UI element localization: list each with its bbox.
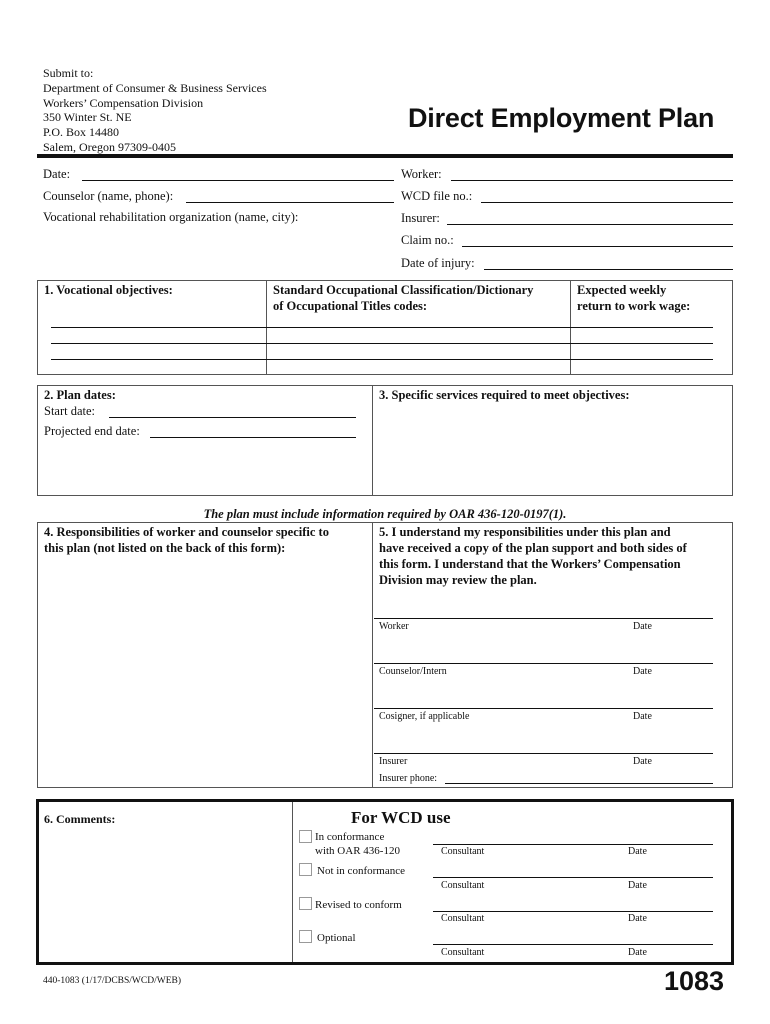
wcd-file-label: WCD file no.: bbox=[401, 189, 473, 203]
consultant-line-1[interactable] bbox=[433, 844, 713, 845]
date-label: Date bbox=[628, 913, 647, 924]
end-date-field[interactable] bbox=[150, 437, 356, 438]
date-label: Date: bbox=[43, 167, 71, 181]
wcd-use-heading: For WCD use bbox=[351, 808, 451, 827]
insurer-label: Insurer: bbox=[401, 211, 440, 225]
address-line: Workers’ Compensation Division bbox=[43, 95, 204, 110]
understand-line1: 5. I understand my responsibilities under this plan and bbox=[379, 525, 671, 539]
optional-label: Optional bbox=[317, 932, 356, 944]
column-divider bbox=[372, 522, 373, 788]
worker-signature-line[interactable] bbox=[374, 618, 713, 619]
comments-heading: 6. Comments: bbox=[44, 812, 116, 826]
revised-to-conform-checkbox[interactable] bbox=[299, 897, 312, 910]
cosigner-signature-label: Cosigner, if applicable bbox=[379, 711, 470, 722]
address-line: Department of Consumer & Business Services bbox=[43, 80, 267, 95]
objective-row-2[interactable] bbox=[51, 343, 713, 344]
vocational-objectives-heading: 1. Vocational objectives: bbox=[44, 283, 173, 297]
not-in-conformance-checkbox[interactable] bbox=[299, 863, 312, 876]
in-conformance-checkbox[interactable] bbox=[299, 830, 312, 843]
consultant-label: Consultant bbox=[441, 846, 485, 857]
understand-line3: this form. I understand that the Workers’ Compensation bbox=[379, 557, 681, 571]
worker-label: Worker: bbox=[401, 167, 442, 181]
address-line: 350 Winter St. NE bbox=[43, 110, 132, 125]
insurer-signature-label: Insurer bbox=[379, 756, 408, 767]
insurer-signature-line[interactable] bbox=[374, 753, 713, 754]
address-line: Submit to: bbox=[43, 66, 94, 80]
consultant-line-4[interactable] bbox=[433, 944, 713, 945]
services-heading: 3. Specific services required to meet objectives: bbox=[379, 388, 630, 402]
insurer-phone-field[interactable] bbox=[445, 783, 713, 784]
counselor-signature-label: Counselor/Intern bbox=[379, 666, 447, 677]
counselor-field[interactable] bbox=[186, 202, 394, 203]
date-label: Date bbox=[633, 756, 652, 767]
page-title: Direct Employment Plan bbox=[408, 103, 715, 133]
claim-field[interactable] bbox=[462, 246, 733, 247]
plan-dates-heading: 2. Plan dates: bbox=[44, 388, 116, 402]
consultant-label: Consultant bbox=[441, 913, 485, 924]
form-number: 1083 bbox=[664, 966, 725, 996]
oar-note: The plan must include information required by OAR 436-120-0197(1). bbox=[203, 507, 567, 521]
date-label: Date bbox=[628, 846, 647, 857]
consultant-line-2[interactable] bbox=[433, 877, 713, 878]
understand-line2: have received a copy of the plan support and both sides of bbox=[379, 541, 687, 555]
in-conformance-label: In conformance bbox=[315, 831, 385, 843]
counselor-label: Counselor (name, phone): bbox=[43, 189, 174, 203]
consultant-line-3[interactable] bbox=[433, 911, 713, 912]
wage-heading-line1: Expected weekly bbox=[577, 283, 667, 297]
date-label: Date bbox=[633, 621, 652, 632]
insurer-phone-label: Insurer phone: bbox=[379, 773, 438, 784]
not-in-conformance-label: Not in conformance bbox=[317, 865, 405, 877]
soc-heading-line2: of Occupational Titles codes: bbox=[273, 299, 428, 313]
revised-to-conform-label: Revised to conform bbox=[315, 899, 402, 911]
insurer-field[interactable] bbox=[447, 224, 733, 225]
column-divider bbox=[372, 385, 373, 496]
date-label: Date bbox=[633, 666, 652, 677]
responsibilities-heading-line2: this plan (not listed on the back of this form): bbox=[44, 541, 286, 555]
in-conformance-label-2: with OAR 436-120 bbox=[315, 845, 400, 857]
vro-label: Vocational rehabilitation organization (name, city): bbox=[43, 210, 299, 224]
address-line: Salem, Oregon 97309-0405 bbox=[43, 139, 176, 154]
form-id: 440-1083 (1/17/DCBS/WCD/WEB) bbox=[43, 976, 182, 986]
address-line: P.O. Box 14480 bbox=[43, 125, 120, 140]
responsibilities-heading-line1: 4. Responsibilities of worker and counselor specific to bbox=[44, 525, 329, 539]
worker-field[interactable] bbox=[451, 180, 733, 181]
date-field[interactable] bbox=[82, 180, 394, 181]
soc-heading-line1: Standard Occupational Classification/Dictionary bbox=[273, 283, 534, 297]
objective-row-3[interactable] bbox=[51, 359, 713, 360]
optional-checkbox[interactable] bbox=[299, 930, 312, 943]
column-divider bbox=[292, 802, 293, 962]
objective-row-1[interactable] bbox=[51, 327, 713, 328]
header-divider bbox=[37, 154, 733, 158]
start-date-label: Start date: bbox=[44, 404, 96, 418]
consultant-label: Consultant bbox=[441, 880, 485, 891]
submit-address bbox=[43, 66, 267, 155]
counselor-signature-line[interactable] bbox=[374, 663, 713, 664]
understand-line4: Division may review the plan. bbox=[379, 573, 537, 587]
wcd-file-field[interactable] bbox=[481, 202, 733, 203]
worker-signature-label: Worker bbox=[379, 621, 409, 632]
claim-label: Claim no.: bbox=[401, 233, 454, 247]
cosigner-signature-line[interactable] bbox=[374, 708, 713, 709]
doi-label: Date of injury: bbox=[401, 256, 475, 270]
date-label: Date bbox=[633, 711, 652, 722]
start-date-field[interactable] bbox=[109, 417, 356, 418]
wage-heading-line2: return to work wage: bbox=[577, 299, 691, 313]
date-label: Date bbox=[628, 880, 647, 891]
doi-field[interactable] bbox=[484, 269, 733, 270]
end-date-label: Projected end date: bbox=[44, 424, 140, 438]
date-label: Date bbox=[628, 947, 647, 958]
consultant-label: Consultant bbox=[441, 947, 485, 958]
